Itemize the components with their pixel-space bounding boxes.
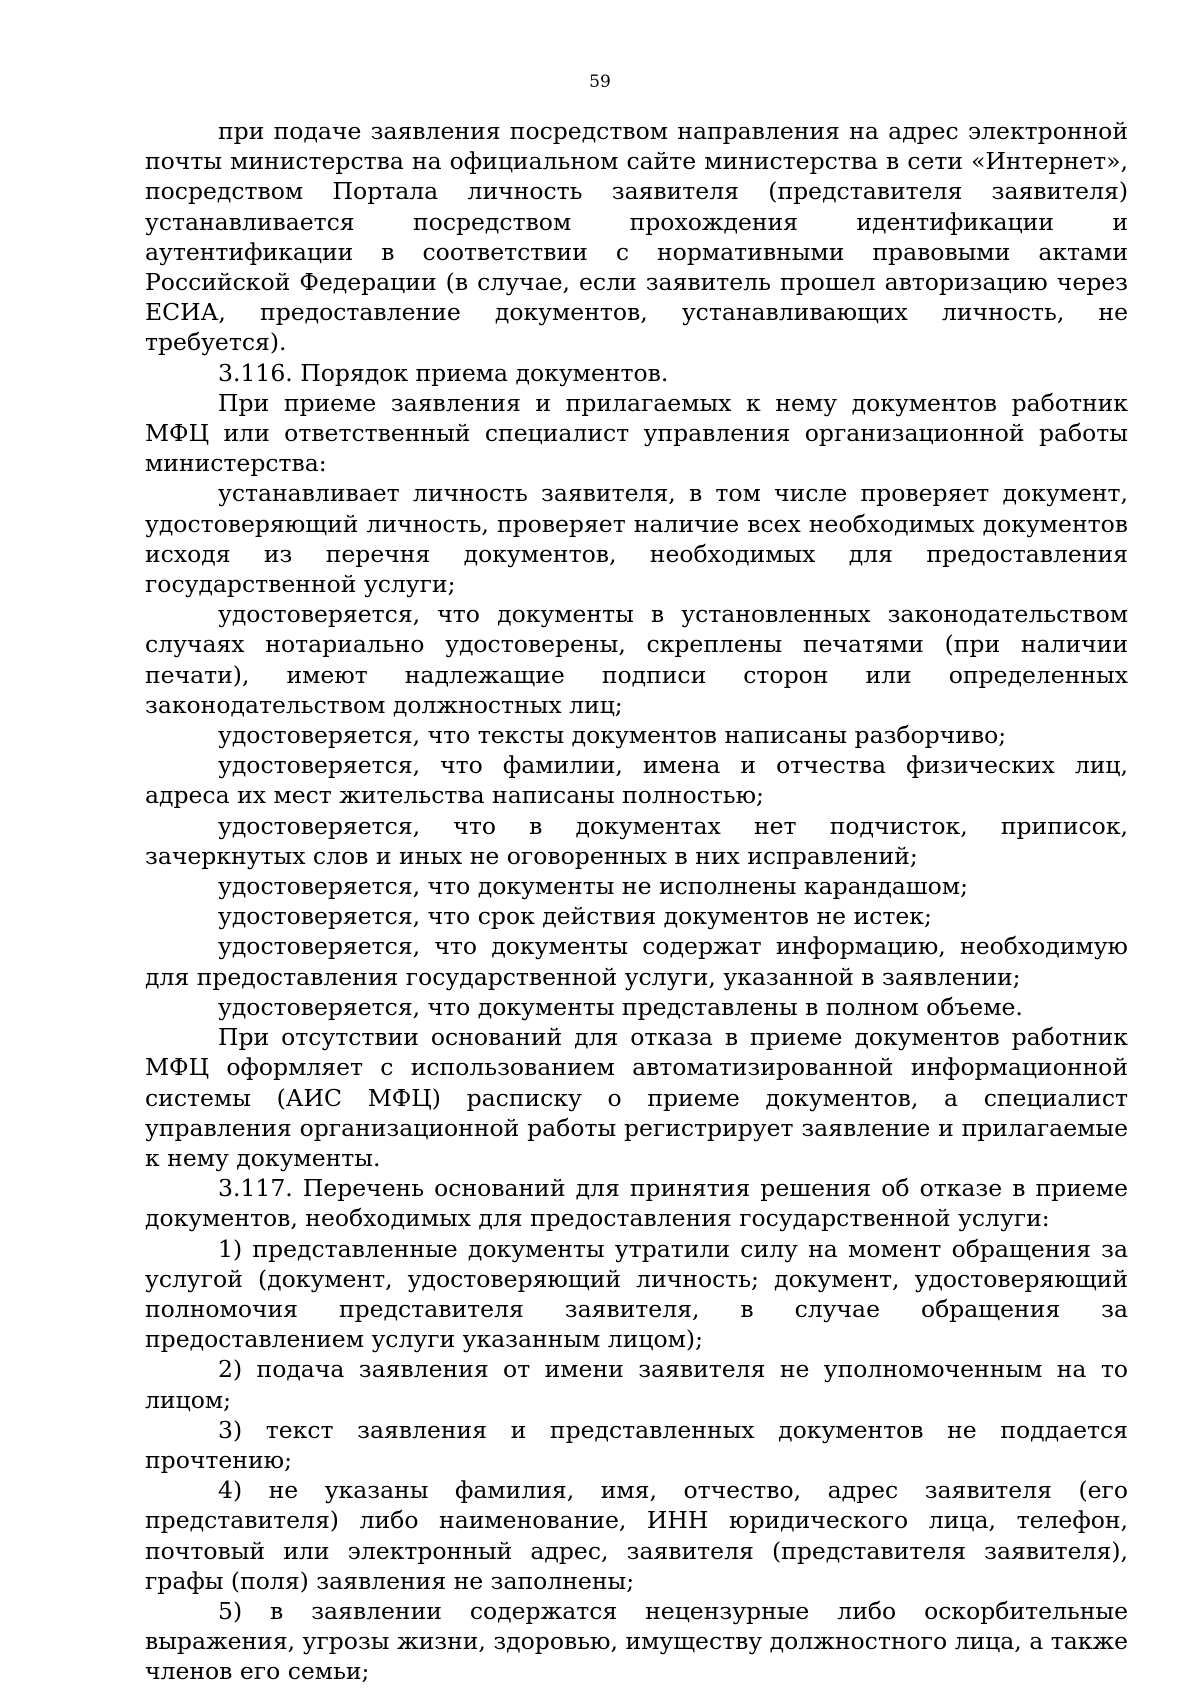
paragraph-full-names: удостоверяется, что фамилии, имена и отчества физических лиц, адреса их мест жительства написаны полностью; [145,751,1128,810]
paragraph-validity-period: удостоверяется, что срок действия документов не истек; [218,902,932,931]
paragraph-legible-texts: удостоверяется, что тексты документов написаны разборчиво; [218,721,1007,750]
list-item-5: 5) в заявлении содержатся нецензурные либо оскорбительные выражения, угрозы жизни, здоровью, имуществу должностного лица, а также членов его семьи; [145,1596,1128,1686]
list-item-1: 1) представленные документы утратили силу на момент обращения за услугой (документ, удостоверяющий личность; документ, удостоверяющий полномочия представителя заявителя, в случае обращения за предоставлением услуги указанным лицом); [145,1234,1128,1354]
list-item-3: 3) текст заявления и представленных документов не поддается прочтению; [145,1415,1128,1474]
paragraph-notarized-documents: удостоверяется, что документы в установленных законодательством случаях нотариально удостоверены, скреплены печатями (при наличии печати), имеют надлежащие подписи сторон или определенных законодательством должностных лиц; [145,600,1128,719]
paragraph-acceptance-intro: При приеме заявления и прилагаемых к нему документов работник МФЦ или ответственный специалист управления организационной работы министерства: [145,388,1128,478]
paragraph-identity-email-portal: при подаче заявления посредством направления на адрес электронной почты министерства на официальном сайте министерства в сети «Интернет», посредством Портала личность заявителя (представителя заявителя) устанавливается посредством прохождения идентификации и аутентификации в соответствии с нормативными правовыми актами Российской Федерации (в случае, если заявитель прошел авторизацию через ЕСИА, предоставление документов, устанавливающих личность, не требуется). [145,117,1128,357]
paragraph-section-3-116: 3.116. Порядок приема документов. [218,358,669,387]
paragraph-section-3-117: 3.117. Перечень оснований для принятия решения об отказе в приеме документов, необходимых для предоставления государственной услуги: [145,1174,1128,1233]
list-item-4: 4) не указаны фамилия, имя, отчество, адрес заявителя (его представителя) либо наименование, ИНН юридического лица, телефон, почтовый или электронный адрес, заявителя (представителя заявителя), графы (поля) заявления не заполнены; [145,1476,1128,1595]
paragraph-receipt-registration: При отсутствии оснований для отказа в приеме документов работник МФЦ оформляет с использованием автоматизированной информационной системы (АИС МФЦ) расписку о приеме документов, а специалист управления организационной работы регистрирует заявление и прилагаемые к нему документы. [145,1023,1128,1172]
paragraph-contains-information: удостоверяется, что документы содержат информацию, необходимую для предоставления государственной услуги, указанной в заявлении; [145,932,1128,991]
paragraph-not-pencil: удостоверяется, что документы не исполнены карандашом; [218,872,969,901]
page-number: 59 [589,72,611,92]
paragraph-no-corrections: удостоверяется, что в документах нет подчисток, приписок, зачеркнутых слов и иных не оговоренных в них исправлений; [145,811,1128,870]
list-item-2: 2) подача заявления от имени заявителя не уполномоченным на то лицом; [145,1355,1128,1414]
document-body [145,116,1128,1687]
paragraph-full-volume: удостоверяется, что документы представлены в полном объеме. [218,992,1023,1021]
paragraph-establishes-identity: устанавливает личность заявителя, в том числе проверяет документ, удостоверяющий личность, проверяет наличие всех необходимых документов исходя из перечня документов, необходимых для предоставления государственной услуги; [145,479,1128,599]
